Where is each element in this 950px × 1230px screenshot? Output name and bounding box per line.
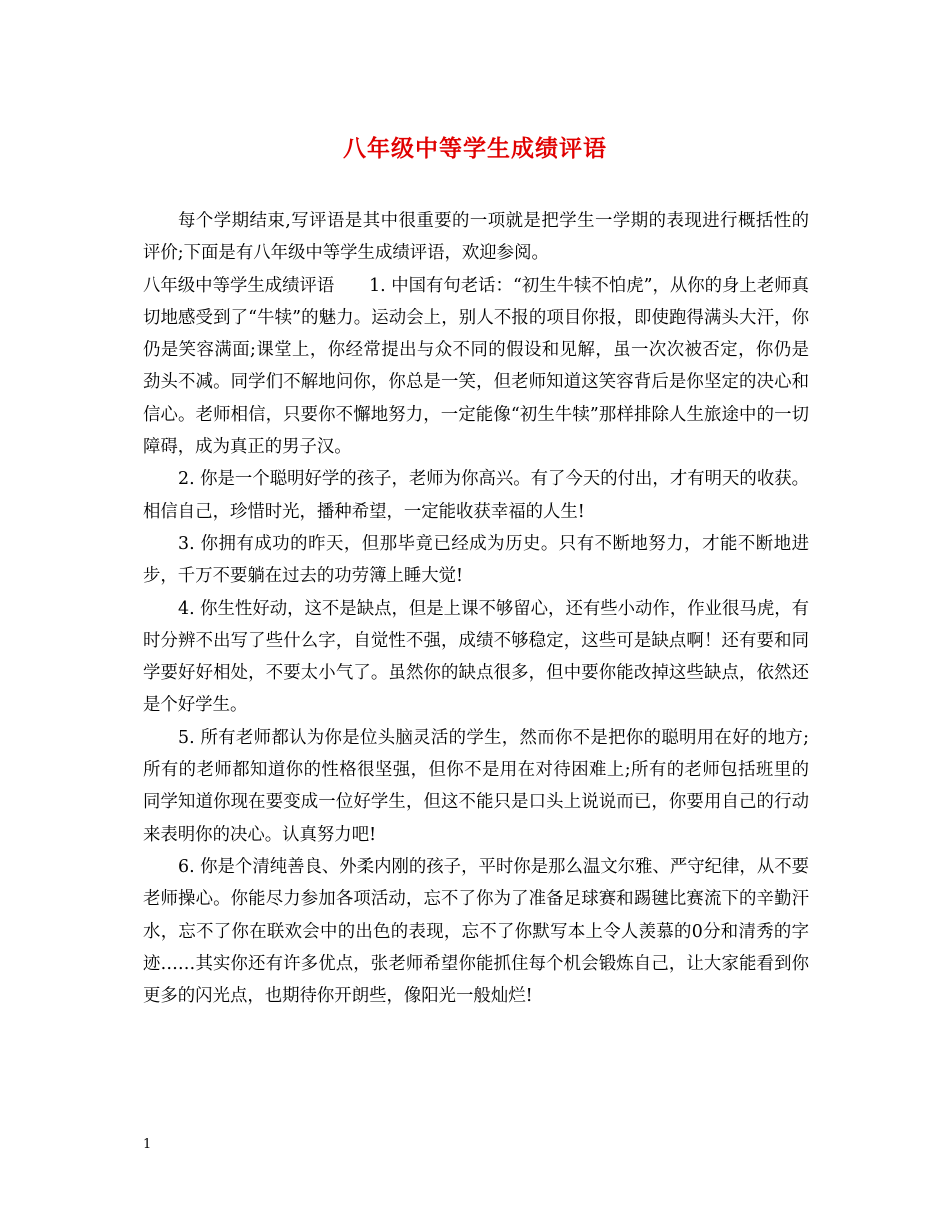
document-body <box>143 205 809 1012</box>
page-title: 八年级中等学生成绩评语 <box>343 135 607 162</box>
paragraph-1: 八年级中等学生成绩评语 1. 中国有句老话：“初生牛犊不怕虎”，从你的身上老师真切地感受到了“牛犊”的魅力。运动会上，别人不报的项目你报，即使跑得满头大汗，你仍是笑容满面;课堂上，你经常提出与众不同的假设和见解，虽一次次被否定，你仍是劲头不减。同学们不解地问你，你总是一笑，但老师知道这笑容背后是你坚定的决心和信心。老师相信，只要你不懈地努力，一定能像“初生牛犊”那样排除人生旅途中的一切障碍，成为真正的男子汉。 <box>143 275 809 458</box>
paragraph-2: 2. 你是一个聪明好学的孩子，老师为你高兴。有了今天的付出，才有明天的收获。相信自己，珍惜时光，播种希望，一定能收获幸福的人生! <box>143 469 809 522</box>
paragraph-3: 3. 你拥有成功的昨天，但那毕竟已经成为历史。只有不断地努力，才能不断地进步，千万不要躺在过去的功劳簿上睡大觉! <box>143 533 809 587</box>
paragraph-4: 4. 你生性好动，这不是缺点，但是上课不够留心，还有些小动作，作业很马虎，有时分辨不出写了些什么字，自觉性不强，成绩不够稳定，这些可是缺点啊！还有要和同学要好好相处，不要太小气了。虽然你的缺点很多，但中要你能改掉这些缺点，依然还是个好学生。 <box>143 598 809 716</box>
intro-paragraph: 每个学期结束,写评语是其中很重要的一项就是把学生一学期的表现进行概括性的评价;下面是有八年级中等学生成绩评语，欢迎参阅。 <box>143 211 809 264</box>
paragraph-5: 5. 所有老师都认为你是位头脑灵活的学生，然而你不是把你的聪明用在好的地方;所有的老师都知道你的性格很坚强，但你不是用在对待困难上;所有的老师包括班里的同学知道你现在要变成一位好学生，但这不能只是口头上说说而已，你要用自己的行动来表明你的决心。认真努力吧! <box>143 727 809 845</box>
paragraph-6: 6. 你是个清纯善良、外柔内刚的孩子，平时你是那么温文尔雅、严守纪律，从不要老师操心。你能尽力参加各项活动，忘不了你为了准备足球赛和踢毽比赛流下的辛勤汗水，忘不了你在联欢会中的出色的表现，忘不了你默写本上令人羡慕的0分和清秀的字迹……其实你还有许多优点，张老师希望你能抓住每个机会锻炼自己，让大家能看到你更多的闪光点，也期待你开朗些，像阳光一般灿烂! <box>143 856 809 1007</box>
page-number: 1 <box>143 1137 152 1152</box>
